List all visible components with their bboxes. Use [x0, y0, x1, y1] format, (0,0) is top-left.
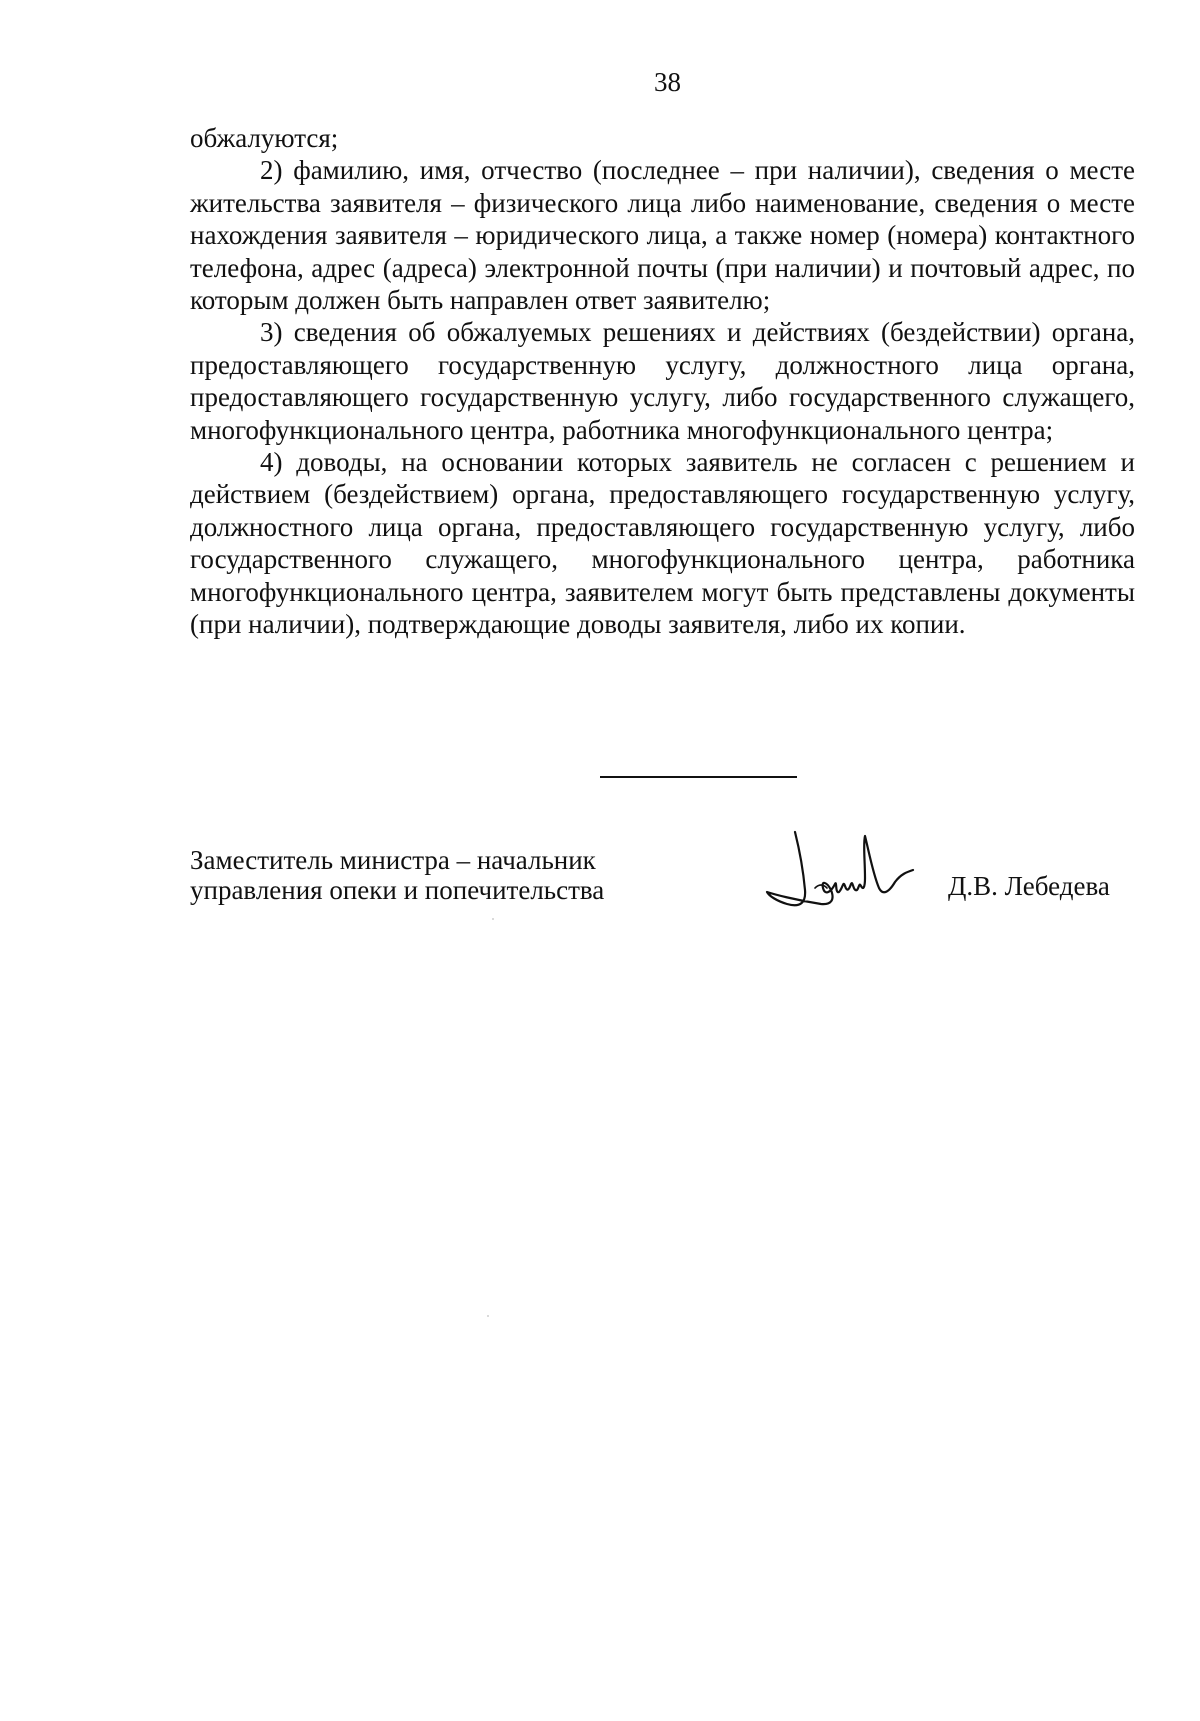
handwritten-signature: [765, 830, 915, 912]
signatory-title: [190, 845, 710, 905]
signatory-name: Д.В. Лебедева: [948, 871, 1110, 901]
scan-speck: [487, 1315, 489, 1317]
signatory-title-line-1: Заместитель министра – начальник: [190, 845, 596, 875]
paragraph-continuation: обжалуются;: [190, 123, 339, 153]
signatory-title-line-2: управления опеки и попечительства: [190, 875, 605, 905]
paragraph-item-4: 4) доводы, на основании которых заявитель не согласен с решением и действием (бездействием) органа, предоставляющего государственную услугу, должностного лица органа, предоставляющего государственную услугу, либо государственного служащего, многофункционального центра, работника многофункционального центра, заявителем могут быть представлены документы (при наличии), подтверждающие доводы заявителя, либо их копии.: [190, 447, 1135, 640]
paragraph-item-3: 3) сведения об обжалуемых решениях и действиях (бездействии) органа, предоставляющего государственную услугу, должностного лица органа, предоставляющего государственную услугу, либо государственного служащего, многофункционального центра, работника многофункционального центра;: [190, 317, 1135, 445]
document-body: [190, 122, 1135, 641]
scan-speck: [492, 918, 494, 920]
end-of-text-rule: [600, 776, 797, 778]
paragraph-item-2: 2) фамилию, имя, отчество (последнее – при наличии), сведения о месте жительства заявителя – физического лица либо наименование, сведения о месте нахождения заявителя – юридического лица, а также номер (номера) контактного телефона, адрес (адреса) электронной почты (при наличии) и почтовый адрес, по которым должен быть направлен ответ заявителю;: [190, 155, 1135, 316]
page-number: 38: [654, 67, 681, 97]
